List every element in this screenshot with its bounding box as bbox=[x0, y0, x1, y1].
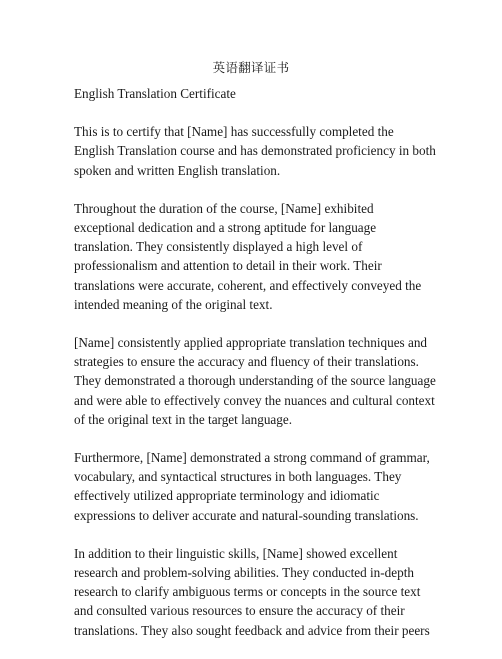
paragraph-2: Throughout the duration of the course, [Name] exhibited exceptional dedication and a strong aptitude for language translation. They consistently displayed a high level of professionalism and attention to detail in their work. Their translations were accurate, coherent, and effectively conveyed the intended meaning of the original text. bbox=[74, 200, 422, 312]
certificate-heading: English Translation Certificate bbox=[74, 86, 236, 101]
paragraph-5: In addition to their linguistic skills, [Name] showed excellent research and problem-solving abilities. They conducted in-depth research to clarify ambiguous terms or concepts in the source text and consulted various resources to ensure the accuracy of their translations. They also sought feedback and advice from their peers bbox=[74, 545, 430, 638]
paragraph-1: This is to certify that [Name] has successfully completed the English Translation course and has demonstrated proficiency in both spoken and written English translation. bbox=[74, 124, 436, 178]
document-body bbox=[74, 84, 436, 659]
paragraph-4: Furthermore, [Name] demonstrated a strong command of grammar, vocabulary, and syntactical structures in both languages. They effectively utilized appropriate terminology and idiomatic expressions to deliver accurate and natural-sounding translations. bbox=[74, 450, 430, 523]
document-title: 英语翻译证书 bbox=[212, 60, 290, 75]
paragraph-3: [Name] consistently applied appropriate translation techniques and strategies to ensure the accuracy and fluency of their translations. They demonstrated a thorough understanding of the source language and were able to effectively convey the nuances and cultural context of the original text in the target language. bbox=[74, 335, 436, 427]
